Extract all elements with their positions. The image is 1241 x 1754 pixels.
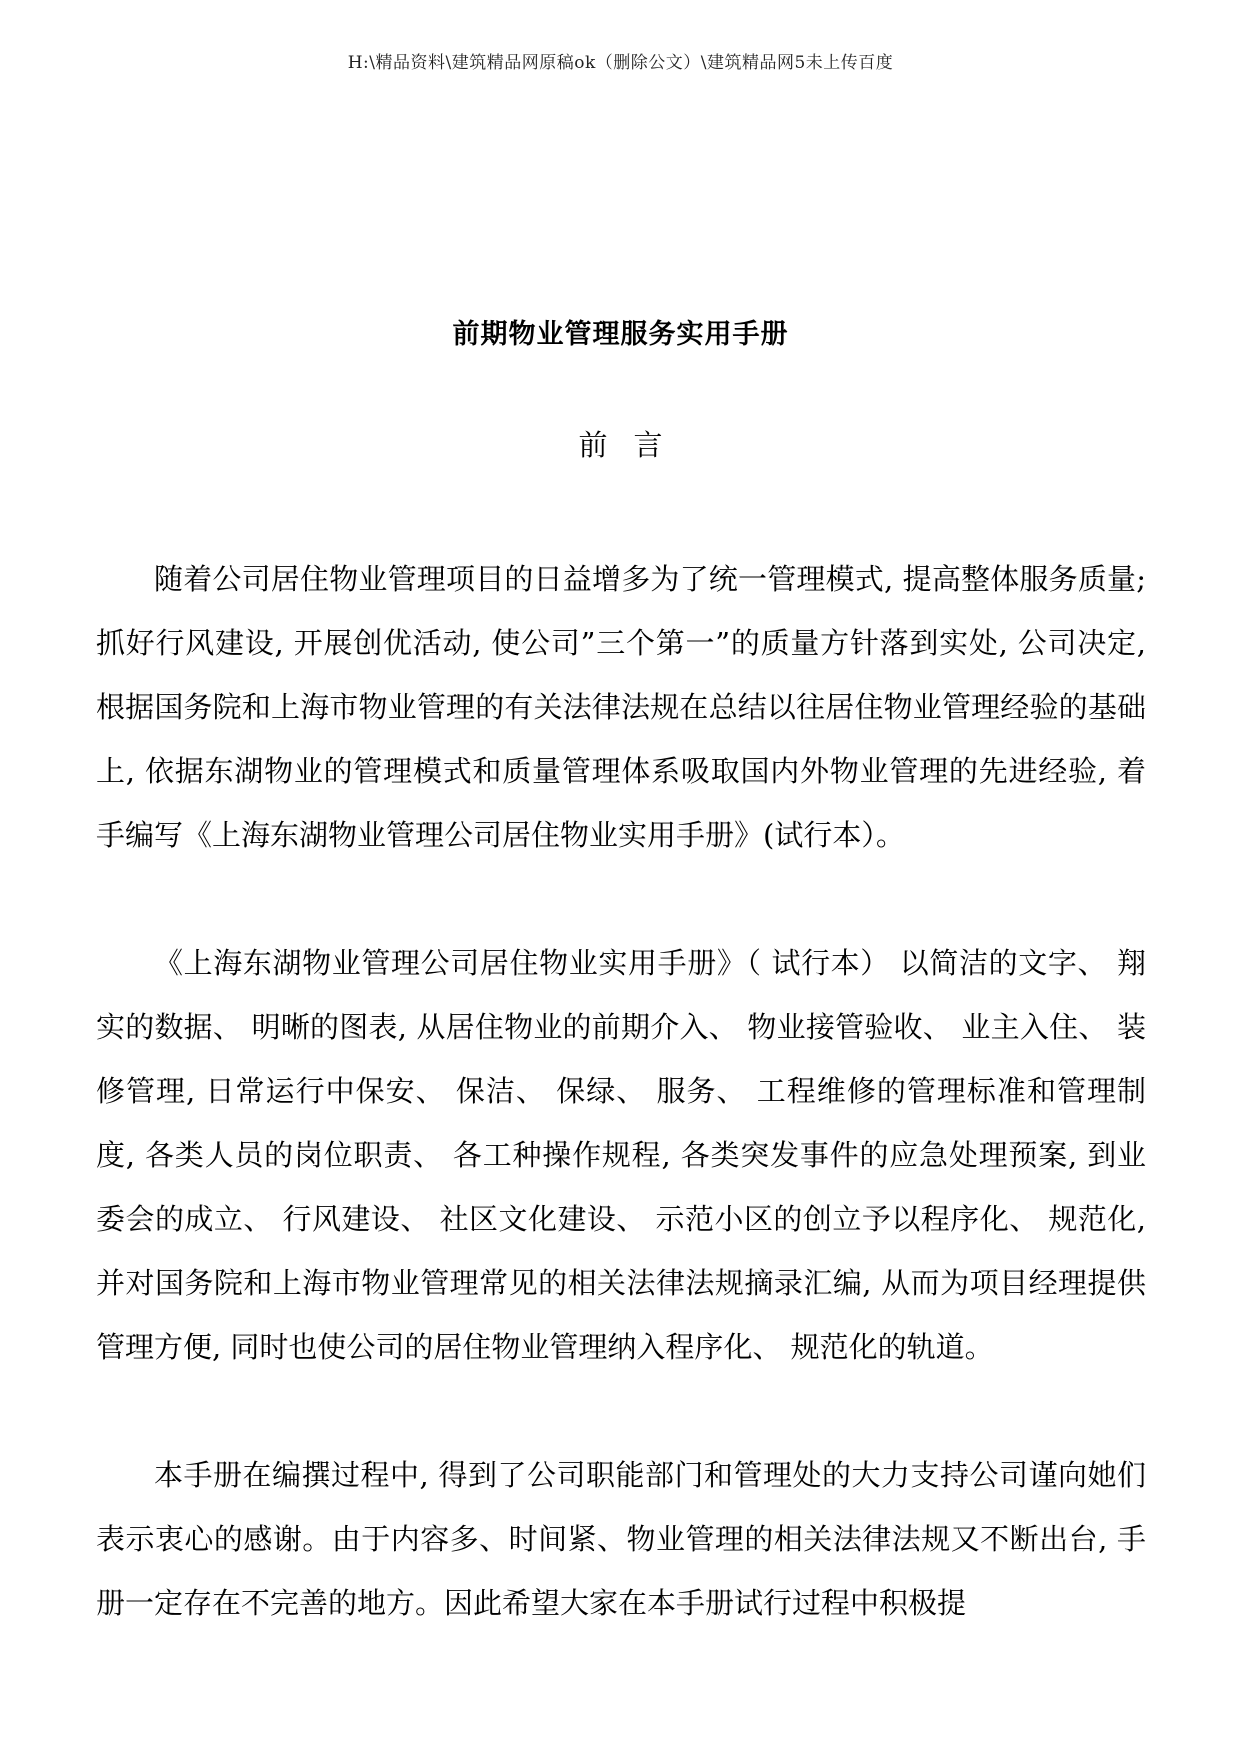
document-title: 前期物业管理服务实用手册 (452, 319, 789, 350)
section-heading-preface: 前言 (578, 428, 689, 462)
document-body (96, 547, 1146, 1635)
paragraph-1: 随着公司居住物业管理项目的日益增多为了统一管理模式, 提高整体服务质量; 抓好行风建设, 开展创优活动, 使公司”三个第一”的质量方针落到实处, 公司决定, 根据国务院和上海市物业管理的有关法律法规在总结以往居住物业管理经验的基础上, 依据东湖物业的管理模式和质量管理体系吸取国内外物业管理的先进经验, 着手编写《上海东湖物业管理公司居住物业实用手册》(试行本）。 (96, 562, 1146, 852)
paragraph-2: 《上海东湖物业管理公司居住物业实用手册》（ 试行本） 以简洁的文字、 翔实的数据、 明晰的图表, 从居住物业的前期介入、 物业接管验收、 业主入住、 装修管理, 日常运行中保安、 保洁、 保绿、 服务、 工程维修的管理标准和管理制度, 各类人员的岗位职责、 各工种操作规程, 各类突发事件的应急处理预案, 到业委会的成立、 行风建设、 社区文化建设、 示范小区的创立予以程序化、 规范化, 并对国务院和上海市物业管理常见的相关法律法规摘录汇编, 从而为项目经理提供管理方便, 同时也使公司的居住物业管理纳入程序化、 规范化的轨道。 (96, 946, 1146, 1364)
running-header-path: H:\精品资料\建筑精品网原稿ok（删除公文）\建筑精品网5未上传百度 (347, 53, 894, 73)
paragraph-3: 本手册在编撰过程中, 得到了公司职能部门和管理处的大力支持公司谨向她们表示衷心的感谢。由于内容多、时间紧、物业管理的相关法律法规又不断出台, 手册一定存在不完善的地方。因此希望大家在本手册试行过程中积极提 (96, 1458, 1146, 1620)
